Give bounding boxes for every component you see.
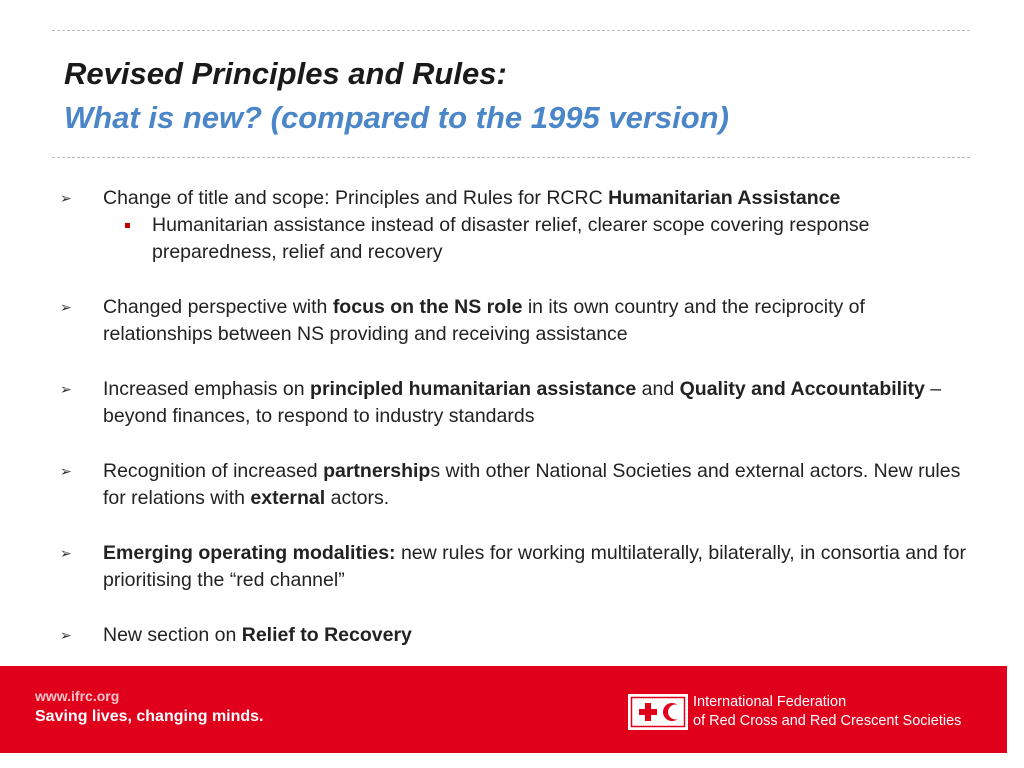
slide-subtitle: What is new? (compared to the 1995 version) [64,100,729,135]
footer-url-link[interactable]: www.ifrc.org [35,688,120,704]
bullet-item [60,376,970,430]
footer-banner [0,666,1007,753]
bullet-text-segment: – beyond finances, to respond to industry standards [103,378,942,427]
sub-bullet-list [103,212,970,266]
bullet-arrow-icon: ➢ [60,545,72,561]
org-name [693,693,961,731]
org-name-line2: of Red Cross and Red Crescent Societies [693,713,962,729]
bullet-item [60,622,970,649]
bullet-bold-text: Relief to Recovery [241,624,412,646]
title-block [64,54,964,138]
bullet-arrow-icon: ➢ [60,627,72,643]
bullet-text-segment: Increased emphasis on [103,378,311,400]
ifrc-logo [628,693,961,731]
bullet-bold-text: Quality and Accountability [679,378,925,400]
bullet-text [103,378,941,427]
bottom-dashed-rule [52,157,970,158]
bullet-text-segment: New section on [103,624,242,646]
bullet-text [103,624,412,646]
bullet-item [60,185,970,266]
bullet-text [103,187,840,209]
bullet-text-segment: actors. [325,487,390,509]
sub-bullet-text: Humanitarian assistance instead of disaster relief, clearer scope covering response preparedness, relief and recovery [152,214,870,263]
org-name-line1: International Federation [693,694,847,710]
bullet-bold-text: focus on the NS role [332,296,523,318]
bullet-bold-text: principled humanitarian assistance [310,378,637,400]
bullet-list [60,185,970,649]
bullet-bold-text: external [250,487,326,509]
bullet-arrow-icon: ➢ [60,299,72,315]
emblem-svg [630,696,686,728]
bullet-text-segment: Recognition of increased [103,460,324,482]
footer-tagline: Saving lives, changing minds. [35,708,264,725]
sub-bullet-item [103,212,970,266]
bullet-arrow-icon: ➢ [60,381,72,397]
bullet-text [103,296,865,345]
bullet-bold-text: Humanitarian Assistance [608,187,841,209]
bullet-text-segment: Changed perspective with [103,296,333,318]
bullet-bold-text: partnership [323,460,431,482]
footer-left [35,686,264,728]
bullet-text-segment: new rules for working multilaterally, bilaterally, in consortia and for prioritising the “red channel” [103,542,966,591]
bullet-item [60,294,970,348]
bullet-text [103,460,960,509]
bullet-text-segment: s with other National Societies and external actors. New rules for relations with [103,460,961,509]
bullet-text-segment: in its own country and the reciprocity of relationships between NS providing and receiving assistance [103,296,865,345]
bullet-bold-text: Emerging operating modalities: [103,542,396,564]
red-cross-crescent-emblem-icon [628,694,688,730]
top-dashed-rule [52,30,970,31]
bullet-item [60,458,970,512]
bullet-arrow-icon: ➢ [60,463,72,479]
bullet-text [103,542,966,591]
bullet-arrow-icon: ➢ [60,190,72,206]
square-bullet-icon [125,223,130,228]
bullet-text-segment: Change of title and scope: Principles and Rules for RCRC [103,187,609,209]
bullet-text-segment: and [636,378,680,400]
slide-title: Revised Principles and Rules: [64,56,507,91]
bullet-item [60,540,970,594]
